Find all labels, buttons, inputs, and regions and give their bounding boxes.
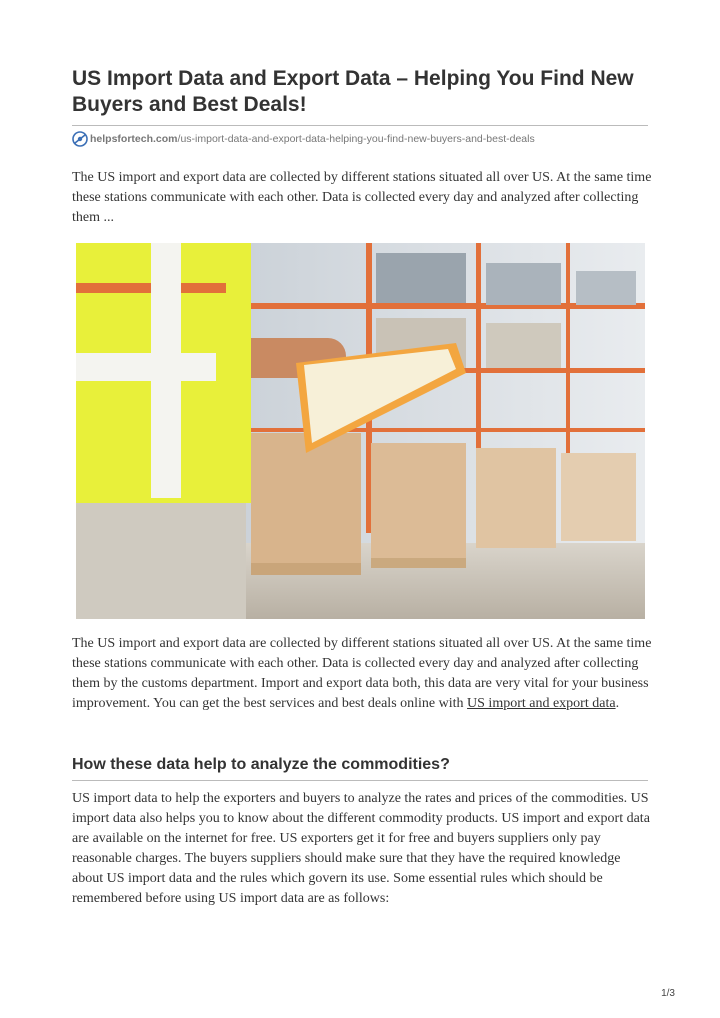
article-title: US Import Data and Export Data – Helping You Find New Buyers and Best Deals! xyxy=(72,67,634,116)
body-text-end: . xyxy=(615,696,620,711)
us-import-export-data-link[interactable]: US import and export data xyxy=(467,696,616,711)
source-domain: helpsfortech.com xyxy=(90,133,178,145)
page-number: 1/3 xyxy=(661,988,675,999)
section-paragraph: US import data to help the exporters and buyers to analyze the rates and prices of the commodities. US import data also helps you to know about the different commodity products. US import and export data are available on the internet for free. US exporters get it for free and buyers suppliers only pay reasonable charges. The buyers suppliers should make sure that they have the required knowledge about US import data and the rules which govern its use. Some essential rules which should be remembered before using US import data are as follows: xyxy=(72,791,650,906)
source-path: /us-import-data-and-export-data-helping-you-find-new-buyers-and-best-deals xyxy=(177,133,535,145)
warehouse-photo xyxy=(76,243,645,619)
warehouse-illustration xyxy=(76,243,645,619)
intro-paragraph: The US import and export data are collected by different stations situated all over US. At the same time these stations communicate with each other. Data is collected every day and analyzed after collecting them ... xyxy=(72,170,652,225)
body-text: The US import and export data are collected by different stations situated all over US. At the same time these stations communicate with each other. Data is collected every day and analyzed after collecting them by the customs department. Import and export data both, this data are very vital for your business improvement. You can get the best services and best deals online with xyxy=(72,636,652,711)
source-link[interactable] xyxy=(72,130,535,148)
section-heading: How these data help to analyze the commodities? xyxy=(72,756,450,773)
title-divider xyxy=(72,125,648,126)
site-logo-icon xyxy=(72,131,88,147)
body-paragraph xyxy=(72,634,652,714)
section-divider xyxy=(72,780,648,781)
